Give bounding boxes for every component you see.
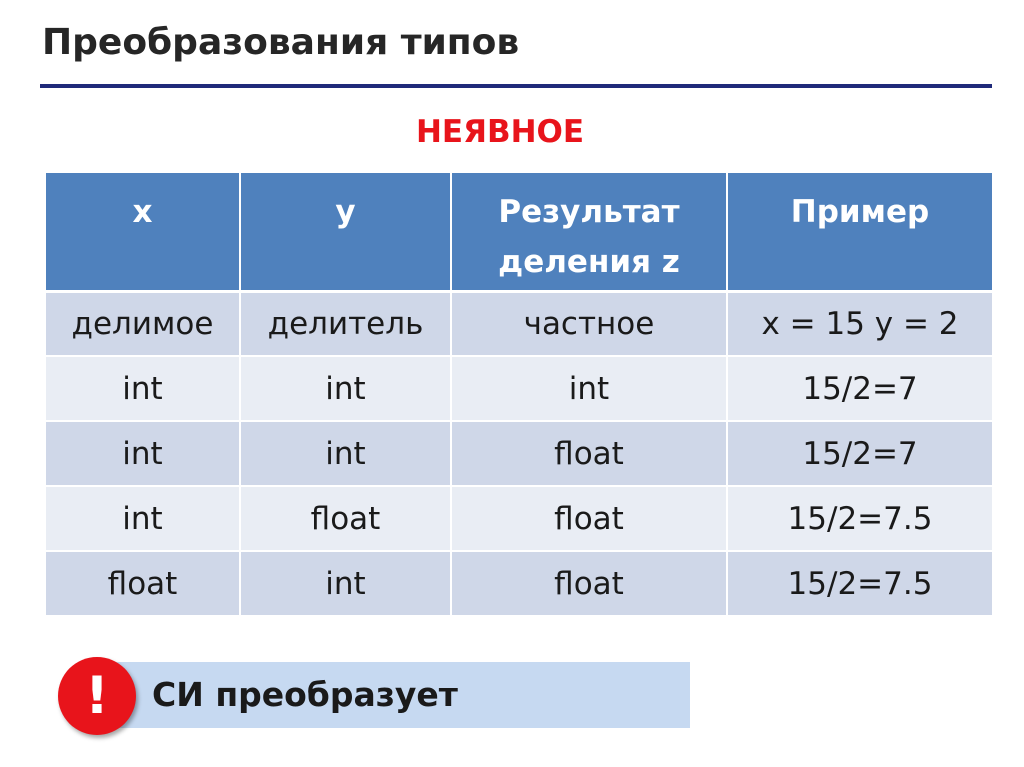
table-cell: 15/2=7 [727, 421, 992, 486]
exclamation-icon: ! [58, 657, 136, 735]
table-cell: float [451, 421, 727, 486]
page-title: Преобразования типов [42, 22, 520, 63]
table-cell: int [46, 356, 240, 421]
table-cell: частное [451, 291, 727, 356]
table-cell: float [240, 486, 451, 551]
table-row [46, 551, 992, 616]
table-cell: float [451, 486, 727, 551]
header-y: y [240, 173, 451, 291]
table-cell: x = 15 y = 2 [727, 291, 992, 356]
note-text: СИ преобразует [152, 675, 458, 714]
table-cell: делимое [46, 291, 240, 356]
table-cell: int [240, 421, 451, 486]
table-cell: float [451, 551, 727, 616]
table-row [46, 291, 992, 356]
header-result: Результат деления z [451, 173, 727, 291]
table-cell: int [451, 356, 727, 421]
table-cell: 15/2=7.5 [727, 486, 992, 551]
title-underline [40, 84, 992, 88]
header-example: Пример [727, 173, 992, 291]
table-cell: 15/2=7 [727, 356, 992, 421]
table-cell: int [240, 356, 451, 421]
table-row [46, 356, 992, 421]
header-x: x [46, 173, 240, 291]
table-cell: float [46, 551, 240, 616]
type-conversion-table [46, 173, 992, 617]
table-cell: int [240, 551, 451, 616]
table-cell: int [46, 421, 240, 486]
table-cell: 15/2=7.5 [727, 551, 992, 616]
table-row [46, 486, 992, 551]
table-row [46, 421, 992, 486]
table-cell: int [46, 486, 240, 551]
table-cell: делитель [240, 291, 451, 356]
section-subtitle: НЕЯВНОЕ [415, 114, 585, 150]
table-header-row [46, 173, 992, 291]
